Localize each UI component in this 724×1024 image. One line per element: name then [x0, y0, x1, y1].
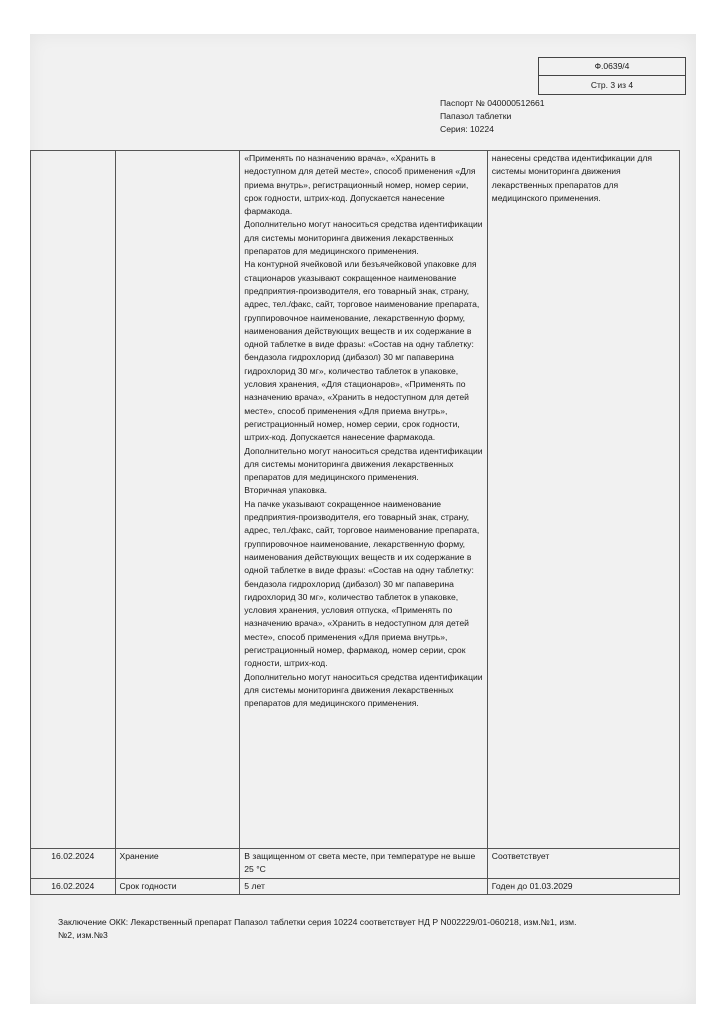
requirement-paragraph: «Применять по назначению врача», «Хранить в недоступном для детей месте», способ применения «Для приема внутрь», регистрационный номер, номер серии, срок годности, штрих-код. Допускается нанесение фармакода.	[244, 153, 476, 217]
requirement-paragraph: Дополнительно могут наноситься средства идентификации для системы мониторинга движения лекарственных препаратов для медицинского применения.	[244, 219, 483, 257]
form-code: Ф.0639/4	[539, 58, 685, 76]
passport-header	[440, 97, 545, 136]
table-row	[31, 878, 680, 894]
passport-number: Паспорт № 040000512661	[440, 98, 545, 108]
requirement-cell: 5 лет	[240, 878, 488, 894]
date-cell: 16.02.2024	[31, 878, 116, 894]
page-number: Стр. 3 из 4	[590, 80, 634, 90]
date-cell: 16.02.2024	[31, 849, 116, 879]
date-cell	[31, 151, 116, 849]
requirement-cell	[240, 151, 488, 849]
product-name: Папазол таблетки	[440, 111, 512, 121]
requirement-paragraph: Дополнительно могут наноситься средства идентификации для системы мониторинга движения лекарственных препаратов для медицинского применения.	[244, 445, 483, 483]
requirement-paragraph: На пачке указывают сокращенное наименование предприятия-производителя, его товарный знак, страну, адрес, тел./факс, сайт, торговое наименование препарата, группировочное наименование, лекарственную форму, наименования действующих веществ и их содержание в одной таблетке в виде фразы: «Состав на одну таблетку: бендазола гидрохлорид (дибазол) 30 мг папаверина гидрохлорид 30 мг», количество таблеток в упаковке, условия хранения, условия отпуска, «Применять по назначению врача», «Хранить в недоступном для детей месте», способ применения «Для приема внутрь», регистрационный номер, фармакод, номер серии, срок годности, штрих-код.	[244, 498, 480, 669]
result-cell: Соответствует	[487, 849, 679, 879]
parameter-cell: Хранение	[115, 849, 240, 879]
table-row	[31, 849, 680, 879]
requirement-cell: В защищенном от света месте, при температуре не выше 25 °С	[240, 849, 488, 879]
parameter-cell: Срок годности	[115, 878, 240, 894]
analysis-table	[30, 150, 680, 895]
parameter-cell	[115, 151, 240, 849]
requirement-paragraph: Дополнительно могут наноситься средства идентификации для системы мониторинга движения лекарственных препаратов для медицинского применения.	[244, 671, 483, 709]
requirement-paragraph: На контурной ячейковой или безъячейковой упаковке для стационаров указывают сокращенное наименование предприятия-производителя, его товарный знак, страну, адрес, тел./факс, сайт, торговое наименование препарата, группировочное наименование, лекарственную форму, наименования действующих веществ и их содержание в одной таблетке в виде фразы: «Состав на одну таблетку: бендазола гидрохлорид (дибазол) 30 мг папаверина гидрохлорид 30 мг», количество таблеток в упаковке, условия хранения, «Для стационаров», «Применять по назначению врача», «Хранить в недоступном для детей месте», способ применения «Для приема внутрь», регистрационный номер, номер серии, срок годности, штрих-код. Допускается нанесение фармакода.	[244, 259, 480, 443]
form-code-box	[538, 57, 686, 95]
table-row	[31, 151, 680, 849]
result-cell: Годен до 01.03.2029	[487, 878, 679, 894]
result-cell: нанесены средства идентификации для системы мониторинга движения лекарственных препаратов для медицинского применения.	[487, 151, 679, 849]
series-number: Серия: 10224	[440, 124, 494, 134]
conclusion-text: Заключение ОКК: Лекарственный препарат Папазол таблетки серия 10224 соответствует НД Р N002229/01-060218, изм.№1, изм.№2, изм.№3	[58, 917, 577, 940]
requirement-paragraph: Вторичная упаковка.	[244, 485, 328, 496]
